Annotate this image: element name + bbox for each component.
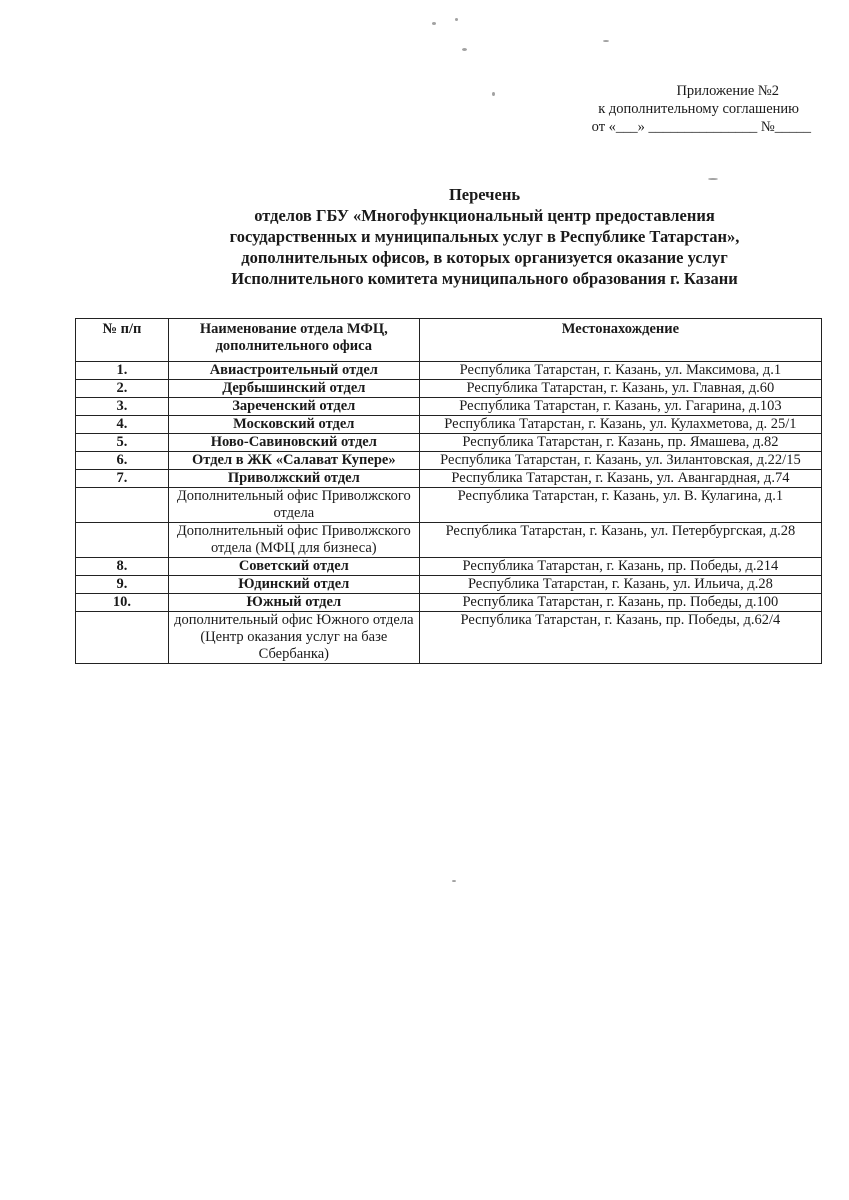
header-address: Местонахождение [419, 319, 821, 362]
row-name: Зареченский отдел [168, 398, 419, 416]
row-address: Республика Татарстан, г. Казань, ул. Главная, д.60 [419, 380, 821, 398]
header-name: Наименование отдела МФЦ, дополнительного офиса [168, 319, 419, 362]
row-name: Отдел в ЖК «Салават Купере» [168, 452, 419, 470]
row-name: дополнительный офис Южного отдела (Центр оказания услуг на базе Сбербанка) [168, 612, 419, 664]
row-num: 7. [76, 470, 169, 488]
row-name: Южный отдел [168, 594, 419, 612]
offices-table [75, 318, 822, 664]
table-row [76, 612, 822, 664]
scan-speck [455, 18, 458, 21]
row-num: 2. [76, 380, 169, 398]
title-line: дополнительных офисов, в которых организуется оказание услуг [241, 248, 728, 267]
row-address: Республика Татарстан, г. Казань, ул. Максимова, д.1 [419, 362, 821, 380]
row-num: 1. [76, 362, 169, 380]
title-line: отделов ГБУ «Многофункциональный центр предоставления [254, 206, 715, 225]
row-num [76, 488, 169, 523]
table-row [76, 558, 822, 576]
scan-speck [492, 92, 495, 96]
annex-date-number: от «___» _______________ №_____ [591, 119, 811, 135]
scan-speck [432, 22, 436, 25]
row-address: Республика Татарстан, г. Казань, пр. Ямашева, д.82 [419, 434, 821, 452]
row-address: Республика Татарстан, г. Казань, пр. Победы, д.62/4 [419, 612, 821, 664]
row-name: Приволжский отдел [168, 470, 419, 488]
row-name: Дербышинский отдел [168, 380, 419, 398]
row-num [76, 523, 169, 558]
row-name: Московский отдел [168, 416, 419, 434]
row-num: 6. [76, 452, 169, 470]
title-line: Исполнительного комитета муниципального образования г. Казани [231, 269, 738, 288]
header-num: № п/п [76, 319, 169, 362]
table-row [76, 576, 822, 594]
row-name: Юдинский отдел [168, 576, 419, 594]
row-address: Республика Татарстан, г. Казань, ул. Авангардная, д.74 [419, 470, 821, 488]
table-row [76, 523, 822, 558]
table-row [76, 470, 822, 488]
table-row [76, 594, 822, 612]
row-address: Республика Татарстан, г. Казань, ул. Петербургская, д.28 [419, 523, 821, 558]
row-name: Дополнительный офис Приволжского отдела (МФЦ для бизнеса) [168, 523, 419, 558]
row-address: Республика Татарстан, г. Казань, ул. Зилантовская, д.22/15 [419, 452, 821, 470]
row-address: Республика Татарстан, г. Казань, пр. Победы, д.100 [419, 594, 821, 612]
scan-speck [708, 178, 718, 180]
row-address: Республика Татарстан, г. Казань, ул. Кулахметова, д. 25/1 [419, 416, 821, 434]
row-name: Авиастроительный отдел [168, 362, 419, 380]
row-name: Ново-Савиновский отдел [168, 434, 419, 452]
table-header-row [76, 319, 822, 362]
scan-speck [452, 880, 456, 882]
row-num: 8. [76, 558, 169, 576]
table-row [76, 362, 822, 380]
row-address: Республика Татарстан, г. Казань, ул. Ильича, д.28 [419, 576, 821, 594]
annex-title: Приложение №2 [676, 83, 779, 99]
table-row [76, 434, 822, 452]
row-num: 3. [76, 398, 169, 416]
table-row [76, 398, 822, 416]
row-name: Советский отдел [168, 558, 419, 576]
table-row [76, 488, 822, 523]
scan-speck [603, 40, 609, 42]
row-num: 9. [76, 576, 169, 594]
title-line: государственных и муниципальных услуг в Республике Татарстан», [229, 227, 740, 246]
row-address: Республика Татарстан, г. Казань, ул. В. Кулагина, д.1 [419, 488, 821, 523]
annex-subtitle: к дополнительному соглашению [598, 101, 799, 117]
row-name: Дополнительный офис Приволжского отдела [168, 488, 419, 523]
row-address: Республика Татарстан, г. Казань, пр. Победы, д.214 [419, 558, 821, 576]
table-row [76, 452, 822, 470]
row-num: 10. [76, 594, 169, 612]
scan-speck [462, 48, 467, 51]
document-title [0, 184, 849, 289]
title-line: Перечень [448, 185, 521, 204]
table-row [76, 416, 822, 434]
row-address: Республика Татарстан, г. Казань, ул. Гагарина, д.103 [419, 398, 821, 416]
annex-block [511, 82, 811, 136]
row-num: 4. [76, 416, 169, 434]
row-num [76, 612, 169, 664]
row-num: 5. [76, 434, 169, 452]
table-row [76, 380, 822, 398]
